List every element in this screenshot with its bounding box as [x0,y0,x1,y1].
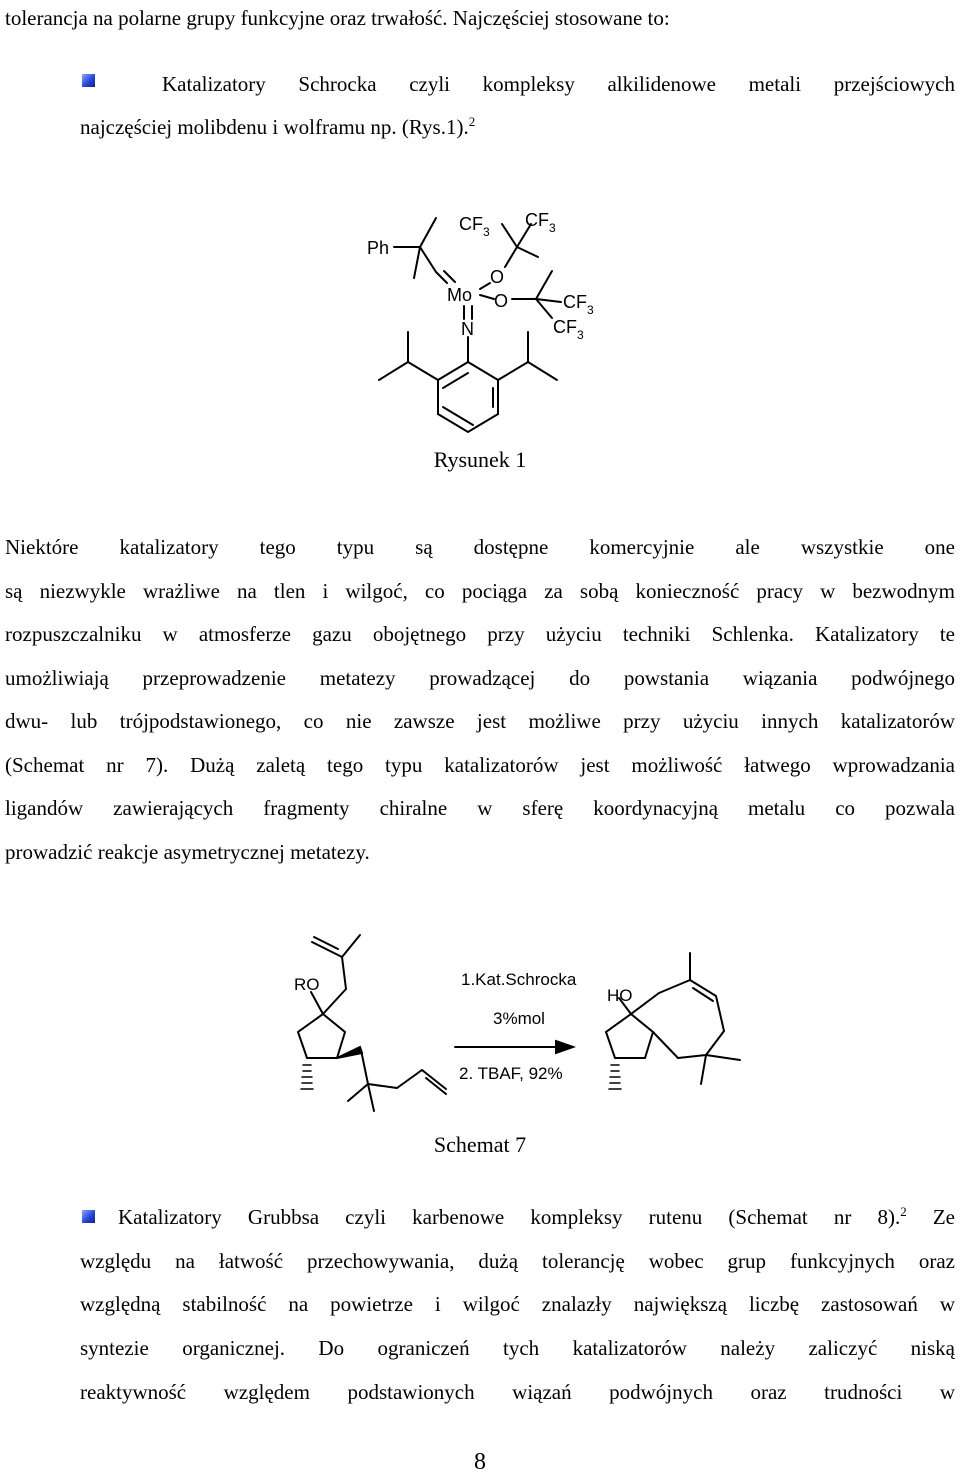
page-number: 8 [474,1449,486,1475]
scheme-caption: Schemat 7 [433,1132,527,1157]
reference-superscript: 2 [900,1204,907,1219]
text-line: reaktywność względem podstawionych wiązań podwójnych oraz trudności w [80,1380,955,1404]
schrock-catalyst-structure [0,200,960,640]
cf3-label: $CF_3$ [459,214,490,239]
text-line: względną stabilność na powietrze i wilgoć znalazły największą liczbę zastosowań w [80,1292,955,1316]
bullet-square-icon [82,74,95,87]
text-line: syntezie organicznej. Do ograniczeń tych katalizatorów należy zaliczyć niską [80,1336,955,1360]
text-line: względu na łatwość przechowywania, dużą tolerancję wobec grup funkcyjnych oraz [80,1249,955,1273]
cf3-label: $CF_3$ [563,292,594,317]
text-line: umożliwiają przeprowadzenie metatezy prowadzącej do powstania wiązania podwójnego [5,666,955,690]
text-line: prowadzić reakcje asymetrycznej metatezy. [5,840,370,864]
figure-caption: Rysunek 1 [433,447,527,472]
reagent-step-1: 1.Kat.Schrocka [461,970,577,989]
catalyst-amount: 3%mol [493,1009,545,1028]
molybdenum-label: Mo [447,285,473,305]
text-line: (Schemat nr 7). Dużą zaletą tego typu katalizatorów jest możliwość łatwego wprowadzania [5,753,955,777]
nitrogen-label: N [461,319,474,339]
reference-superscript: 2 [468,114,476,129]
text-line: ligandów zawierających fragmenty chiralne w sferę koordynacyjną metalu co pozwala [5,796,955,820]
cf3-label: $CF_3$ [525,210,556,235]
ho-group-label: HO [607,986,633,1005]
bullet-square-icon [82,1210,95,1223]
oxygen-label: O [490,267,505,287]
text-line: tolerancja na polarne grupy funkcyjne oraz trwałość. Najczęściej stosowane to: [5,6,670,30]
ro-group-label: RO [294,975,320,994]
bullet-text-line: Katalizatory Grubbsa czyli karbenowe kompleksy rutenu (Schemat nr 8).$^2$ Ze [118,1204,955,1229]
oxygen-label: O [494,291,509,311]
phenyl-label: Ph [367,238,390,258]
cf3-label: $CF_3$ [553,317,584,342]
text-line: Niektóre katalizatory tego typu są dostępne komercyjnie ale wszystkie one [5,535,955,559]
text-line: dwu- lub trójpodstawionego, co nie zawsze jest możliwe przy użyciu innych katalizatorów [5,709,955,733]
text-line: rozpuszczalniku w atmosferze gazu obojętnego przy użyciu techniki Schlenka. Katalizatory te [5,622,955,646]
bullet-text-line: Katalizatory Schrocka czyli kompleksy alkilidenowe metali przejściowych [162,72,955,96]
scheme-7-reaction [0,925,960,1115]
bullet-text-line: najczęściej molibdenu i wolframu np. (Rys.1).$^2$ [80,114,476,139]
text-line: są niezwykle wrażliwe na tlen i wilgoć, co pociąga za sobą konieczność pracy w bezwodnym [5,579,955,603]
reagent-step-2: 2. TBAF, 92% [459,1064,563,1083]
